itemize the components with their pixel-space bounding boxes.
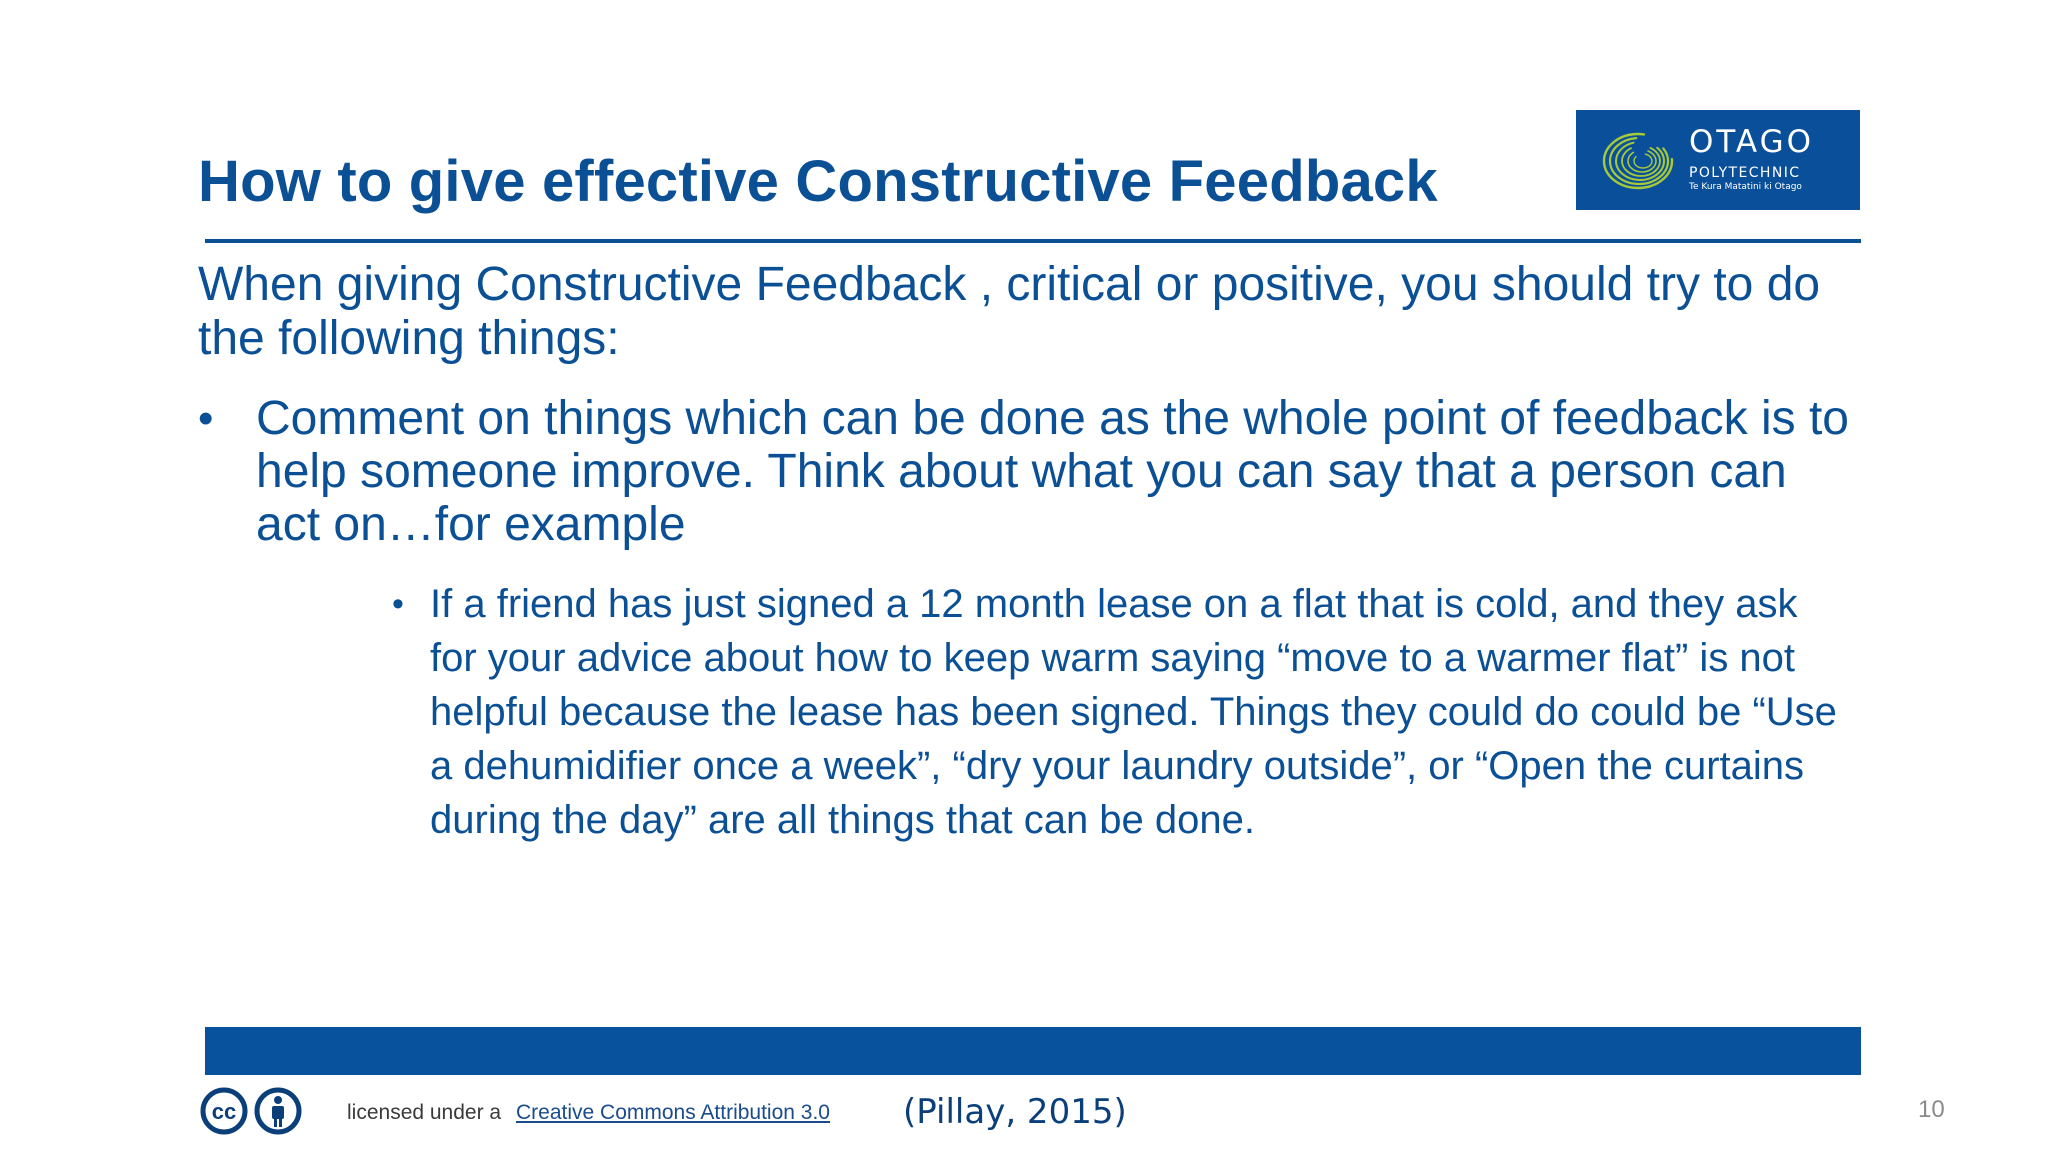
bullet-dot: •: [198, 394, 214, 443]
title-divider: [205, 239, 1861, 243]
license-prefix: licensed under a: [347, 1101, 502, 1124]
sub-bullet-text: If a friend has just signed a 12 month lease on a flat that is cold, and they ask for your advice about how to keep warm saying “move to a warmer flat” is not helpful because the lease has been signed. Things they could do could be “Use a dehumidifier once a week”, “dry your laundry outside”, or “Open the curtains during the day” are all things that can be done.: [430, 582, 1837, 842]
logo-name: OTAGO: [1689, 124, 1815, 160]
intro-text: When giving Constructive Feedback , critical or positive, you should try to do the following things:: [198, 258, 1821, 365]
otago-polytechnic-logo: [1576, 110, 1860, 210]
bullet-item: [198, 392, 1856, 551]
logo-wordmark: [1689, 124, 1849, 193]
swirl-logo-icon: [1598, 127, 1678, 193]
logo-subtitle: POLYTECHNIC: [1689, 165, 1801, 181]
svg-text:cc: cc: [211, 1099, 237, 1124]
sub-bullet-dot: •: [392, 585, 404, 623]
footer-bar: [205, 1027, 1861, 1075]
citation: (Pillay, 2015): [903, 1092, 1127, 1132]
logo-maori-name: Te Kura Matatini ki Otago: [1689, 182, 1802, 192]
cc-by-badge-icon: [200, 1087, 328, 1135]
license-link[interactable]: Creative Commons Attribution 3.0: [516, 1101, 830, 1124]
slide-body: [198, 258, 1858, 847]
slide-title: How to give effective Constructive Feedback: [198, 149, 1438, 214]
bullet-text: Comment on things which can be done as the whole point of feedback is to help someone improve. Think about what you can say that a person can act on…for example: [256, 392, 1849, 551]
page-number: 10: [1918, 1096, 1945, 1123]
sub-bullet-item: [392, 577, 1850, 847]
